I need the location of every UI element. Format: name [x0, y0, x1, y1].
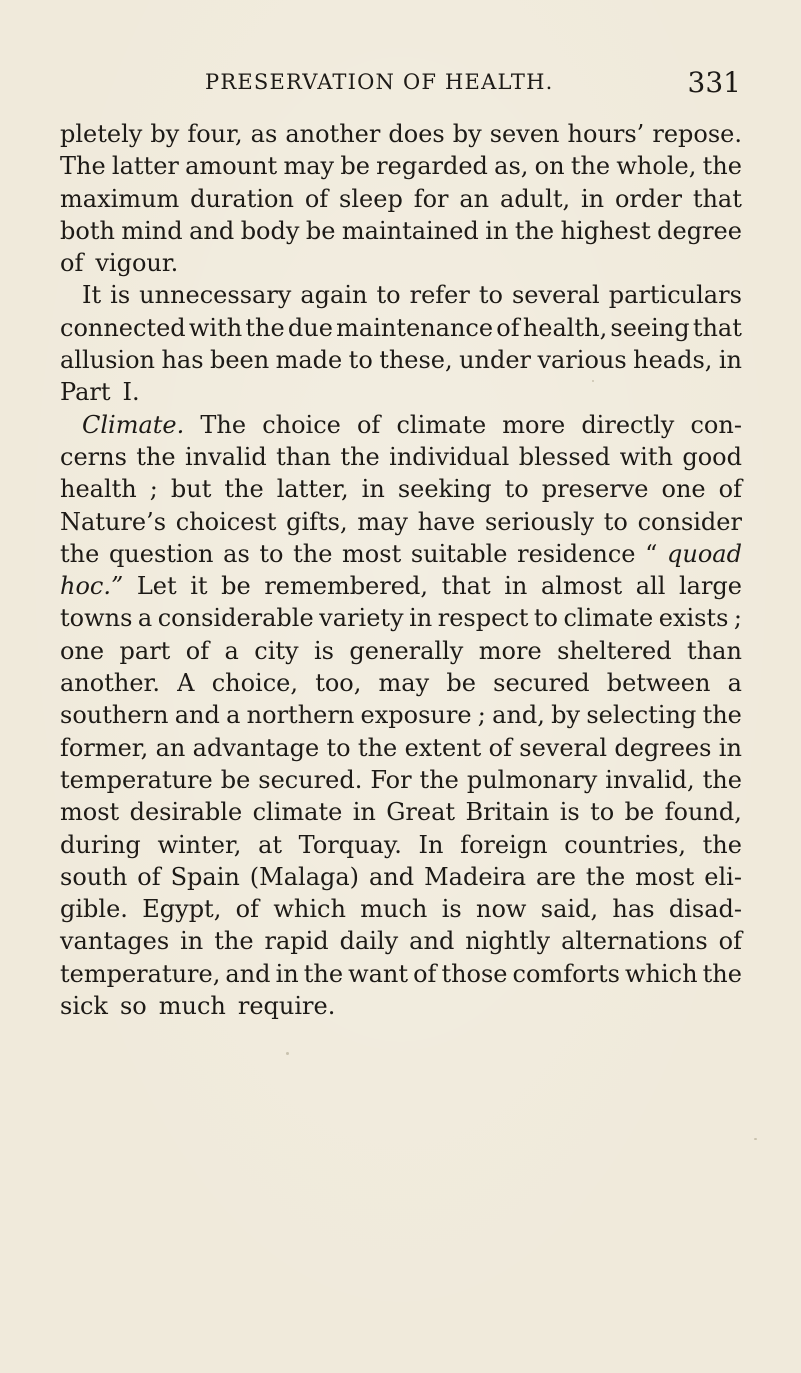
paper-speck — [754, 1138, 757, 1140]
text-line — [60, 279, 742, 311]
word: the — [702, 701, 742, 730]
text-line — [60, 506, 742, 538]
word: the — [293, 539, 333, 568]
word: “ — [645, 539, 658, 568]
word: on — [534, 152, 565, 181]
word: unnecessary — [139, 281, 292, 310]
word: may — [378, 669, 430, 698]
word: the — [585, 862, 626, 891]
word: in — [352, 798, 376, 827]
word: alternations — [561, 927, 708, 956]
word: the — [303, 959, 344, 988]
word: whole, — [616, 152, 697, 181]
text-line — [60, 118, 742, 150]
word: In — [418, 830, 444, 859]
word: vantages — [60, 927, 170, 956]
word: degrees — [614, 733, 712, 762]
word: of — [185, 636, 210, 665]
text-line — [60, 150, 742, 182]
word: and, — [492, 701, 545, 730]
word: large — [678, 572, 742, 601]
word: in — [361, 475, 385, 504]
word: and — [369, 862, 415, 891]
word: may — [357, 507, 408, 536]
word: question — [108, 539, 214, 568]
word: a — [224, 636, 239, 665]
word: it — [190, 572, 208, 601]
word: connected — [60, 313, 186, 342]
word: several — [519, 733, 607, 762]
word: the — [224, 475, 264, 504]
text-line — [60, 829, 742, 861]
word: found, — [664, 798, 742, 827]
word: southern — [60, 701, 169, 730]
word: degree — [657, 216, 742, 245]
word: health — [60, 475, 137, 504]
word: an — [459, 184, 490, 213]
word: the — [702, 959, 742, 988]
word: climate — [252, 798, 343, 827]
word: repose. — [652, 120, 742, 148]
word: of — [60, 249, 84, 278]
word: to — [326, 733, 351, 762]
text-line — [60, 376, 742, 408]
text-line — [60, 699, 742, 731]
word: almost — [540, 572, 623, 601]
word: that — [692, 313, 742, 342]
word: the — [702, 765, 742, 794]
word: pulmonary — [466, 765, 598, 794]
word: four, — [187, 120, 243, 148]
word: choice, — [211, 669, 298, 698]
word: between — [606, 669, 711, 698]
word: may — [283, 152, 335, 181]
word: A — [177, 669, 195, 698]
text-line — [60, 635, 742, 667]
word: individual — [389, 442, 510, 471]
text-line — [60, 893, 742, 925]
word: choicest — [175, 507, 277, 536]
word: seven — [489, 120, 560, 148]
word: quoad — [667, 539, 742, 568]
word: invalid — [185, 442, 267, 471]
word: under — [459, 346, 532, 375]
word: require. — [237, 992, 336, 1021]
page-header — [205, 66, 741, 106]
word: of — [413, 959, 437, 988]
word: and — [189, 216, 235, 245]
word: with — [188, 313, 243, 342]
word: are — [535, 862, 576, 891]
word: during — [60, 830, 141, 859]
text-line — [60, 538, 742, 570]
word: want — [348, 959, 409, 988]
word: more — [478, 636, 542, 665]
word: is — [314, 636, 334, 665]
word: invalid, — [605, 765, 695, 794]
text-line — [60, 925, 742, 957]
word: gible. — [60, 895, 128, 924]
word: by — [551, 701, 581, 730]
word: exists — [658, 604, 729, 633]
word: temperature, — [60, 959, 221, 988]
word: cerns — [60, 442, 127, 471]
word: as, — [494, 152, 529, 181]
word: by — [150, 120, 180, 148]
word: gifts, — [286, 507, 348, 536]
word: south — [60, 862, 128, 891]
word: disad- — [668, 895, 742, 924]
word: Great — [386, 798, 456, 827]
word: pletely — [60, 120, 143, 148]
word: at — [258, 830, 283, 859]
word: con- — [690, 410, 742, 439]
word: choice — [262, 410, 341, 439]
word: those — [441, 959, 508, 988]
word: in — [504, 572, 528, 601]
text-line — [60, 344, 742, 376]
word: rapid — [264, 927, 329, 956]
word: generally — [349, 636, 464, 665]
word: again — [300, 281, 368, 310]
word: nightly — [465, 927, 551, 956]
word: health, — [522, 313, 608, 342]
word: has — [161, 346, 204, 375]
word: too, — [315, 669, 362, 698]
word: of — [137, 862, 161, 891]
word: advantage — [192, 733, 320, 762]
word: of — [356, 410, 381, 439]
word: maintenance — [336, 313, 494, 342]
word: be — [340, 152, 370, 181]
word: is — [110, 281, 131, 310]
word: that — [441, 572, 491, 601]
word: Part — [60, 378, 111, 407]
word: highest — [560, 216, 651, 245]
word: duration — [190, 184, 294, 213]
text-line — [60, 473, 742, 505]
word: maximum — [60, 184, 180, 213]
word: The — [200, 410, 247, 439]
text-line — [60, 861, 742, 893]
word: amount — [185, 152, 278, 181]
text-line — [60, 958, 742, 990]
word: sleep — [339, 184, 403, 213]
word: countries, — [564, 830, 686, 859]
word: be — [220, 765, 251, 794]
word: much — [158, 992, 226, 1021]
word: I. — [122, 378, 140, 407]
word: comforts — [512, 959, 620, 988]
word: exposure — [360, 701, 472, 730]
word: secured — [493, 669, 590, 698]
word: ; — [477, 701, 486, 730]
word: has — [612, 895, 655, 924]
word: the — [570, 152, 611, 181]
word: selecting — [586, 701, 697, 730]
word: so — [119, 992, 147, 1021]
text-line — [60, 796, 742, 828]
word: these, — [379, 346, 453, 375]
word: the — [214, 927, 254, 956]
word: more — [502, 410, 566, 439]
word: temperature — [60, 765, 213, 794]
word: variety — [319, 604, 404, 633]
word: both — [60, 216, 115, 245]
word: climate — [563, 604, 654, 633]
word: to — [533, 604, 558, 633]
word: seeing — [610, 313, 690, 342]
word: considerable — [157, 604, 314, 633]
word: daily — [339, 927, 399, 956]
word: Egypt, — [142, 895, 222, 924]
word: but — [170, 475, 212, 504]
word: residence — [517, 539, 636, 568]
word: of — [718, 927, 742, 956]
word: towns — [60, 604, 133, 633]
word: to — [376, 281, 401, 310]
word: be — [624, 798, 655, 827]
word: heads, — [633, 346, 713, 375]
word: vigour. — [95, 249, 179, 278]
word: extent — [404, 733, 482, 762]
word: refer — [409, 281, 470, 310]
word: and — [174, 701, 220, 730]
word: Madeira — [424, 862, 526, 891]
word: latter, — [276, 475, 349, 504]
word: which — [625, 959, 698, 988]
word: suitable — [410, 539, 508, 568]
word: city — [254, 636, 299, 665]
word: hoc.” — [60, 572, 124, 601]
text-line — [60, 732, 742, 764]
word: secured. — [258, 765, 363, 794]
word: made — [275, 346, 343, 375]
word: to — [348, 346, 373, 375]
word: have — [417, 507, 476, 536]
text-line — [60, 409, 742, 441]
word: allusion — [60, 346, 156, 375]
word: most — [635, 862, 695, 891]
word: adult, — [500, 184, 571, 213]
word: respect — [437, 604, 529, 633]
word: good — [682, 442, 742, 471]
word: Nature’s — [60, 507, 167, 536]
word: the — [340, 442, 380, 471]
word: seriously — [484, 507, 595, 536]
word: foreign — [460, 830, 548, 859]
word: in — [485, 216, 509, 245]
word: part — [119, 636, 171, 665]
word: hours’ — [567, 120, 645, 148]
word: seeking — [397, 475, 492, 504]
word: one — [60, 636, 105, 665]
word: in — [580, 184, 605, 213]
text-line — [60, 247, 742, 279]
word: particulars — [608, 281, 742, 310]
word: now — [476, 895, 527, 924]
word: in — [718, 733, 742, 762]
word: (Malaga) — [249, 862, 360, 891]
word: It — [82, 281, 102, 310]
word: been — [209, 346, 270, 375]
word: in — [409, 604, 433, 633]
word: and — [409, 927, 455, 956]
word: sick — [60, 992, 108, 1021]
word: as — [223, 539, 250, 568]
word: that — [692, 184, 742, 213]
word: latter — [111, 152, 179, 181]
word: of — [235, 895, 259, 924]
word: body — [240, 216, 300, 245]
word: eli- — [704, 862, 742, 891]
word: does — [388, 120, 445, 148]
word: much — [360, 895, 428, 924]
word: former, — [60, 733, 149, 762]
word: which — [273, 895, 346, 924]
word: of — [496, 313, 520, 342]
word: maintained — [341, 216, 479, 245]
word: The — [60, 152, 106, 181]
word: in — [718, 346, 742, 375]
page-number: 331 — [687, 66, 741, 99]
text-line — [60, 312, 742, 344]
word: remembered, — [264, 572, 428, 601]
word: several — [511, 281, 600, 310]
text-line — [60, 602, 742, 634]
word: of — [718, 475, 742, 504]
word: than — [276, 442, 332, 471]
text-line — [60, 667, 742, 699]
paper-speck — [592, 380, 594, 382]
word: of — [488, 733, 512, 762]
word: the — [702, 830, 742, 859]
text-line — [60, 570, 742, 602]
word: Let — [136, 572, 177, 601]
word: Climate. — [82, 410, 185, 439]
word: winter, — [157, 830, 242, 859]
word: is — [441, 895, 462, 924]
text-line — [60, 764, 742, 796]
word: the — [702, 152, 742, 181]
word: climate — [396, 410, 487, 439]
word: be — [221, 572, 251, 601]
word: an — [155, 733, 186, 762]
word: with — [619, 442, 673, 471]
word: the — [357, 733, 398, 762]
word: one — [661, 475, 706, 504]
word: directly — [581, 410, 675, 439]
word: to — [504, 475, 529, 504]
text-line — [60, 183, 742, 215]
word: to — [478, 281, 503, 310]
word: to — [603, 507, 628, 536]
word: regarded — [376, 152, 488, 181]
text-line — [60, 990, 742, 1022]
text-line — [60, 441, 742, 473]
word: most — [342, 539, 402, 568]
body-text — [60, 118, 742, 1022]
paper-speck — [286, 1052, 289, 1055]
word: blessed — [518, 442, 611, 471]
word: than — [687, 636, 742, 665]
word: Spain — [170, 862, 240, 891]
text-line — [60, 215, 742, 247]
word: and — [225, 959, 271, 988]
word: northern — [246, 701, 355, 730]
word: mind — [121, 216, 183, 245]
word: consider — [637, 507, 742, 536]
word: the — [245, 313, 285, 342]
word: ; — [733, 604, 742, 633]
word: ; — [149, 475, 158, 504]
word: a — [727, 669, 742, 698]
running-head: PRESERVATION OF HEALTH. — [205, 70, 554, 94]
word: is — [559, 798, 580, 827]
word: the — [419, 765, 459, 794]
word: sheltered — [557, 636, 672, 665]
word: the — [60, 539, 100, 568]
word: by — [452, 120, 482, 148]
word: desirable — [129, 798, 243, 827]
word: in — [275, 959, 299, 988]
word: most — [60, 798, 120, 827]
word: for — [413, 184, 449, 213]
word: a — [226, 701, 241, 730]
word: order — [614, 184, 682, 213]
word: of — [304, 184, 329, 213]
word: to — [590, 798, 615, 827]
word: in — [180, 927, 204, 956]
word: For — [370, 765, 412, 794]
word: be — [305, 216, 336, 245]
word: Torquay. — [298, 830, 402, 859]
word: another. — [60, 669, 160, 698]
word: all — [635, 572, 666, 601]
word: to — [259, 539, 284, 568]
word: the — [514, 216, 555, 245]
word: said, — [540, 895, 599, 924]
word: another — [285, 120, 381, 148]
word: the — [136, 442, 176, 471]
word: be — [446, 669, 476, 698]
word: as — [250, 120, 278, 148]
word: preserve — [541, 475, 649, 504]
word: due — [287, 313, 333, 342]
word: various — [537, 346, 627, 375]
word: Britain — [465, 798, 550, 827]
word: a — [137, 604, 153, 633]
